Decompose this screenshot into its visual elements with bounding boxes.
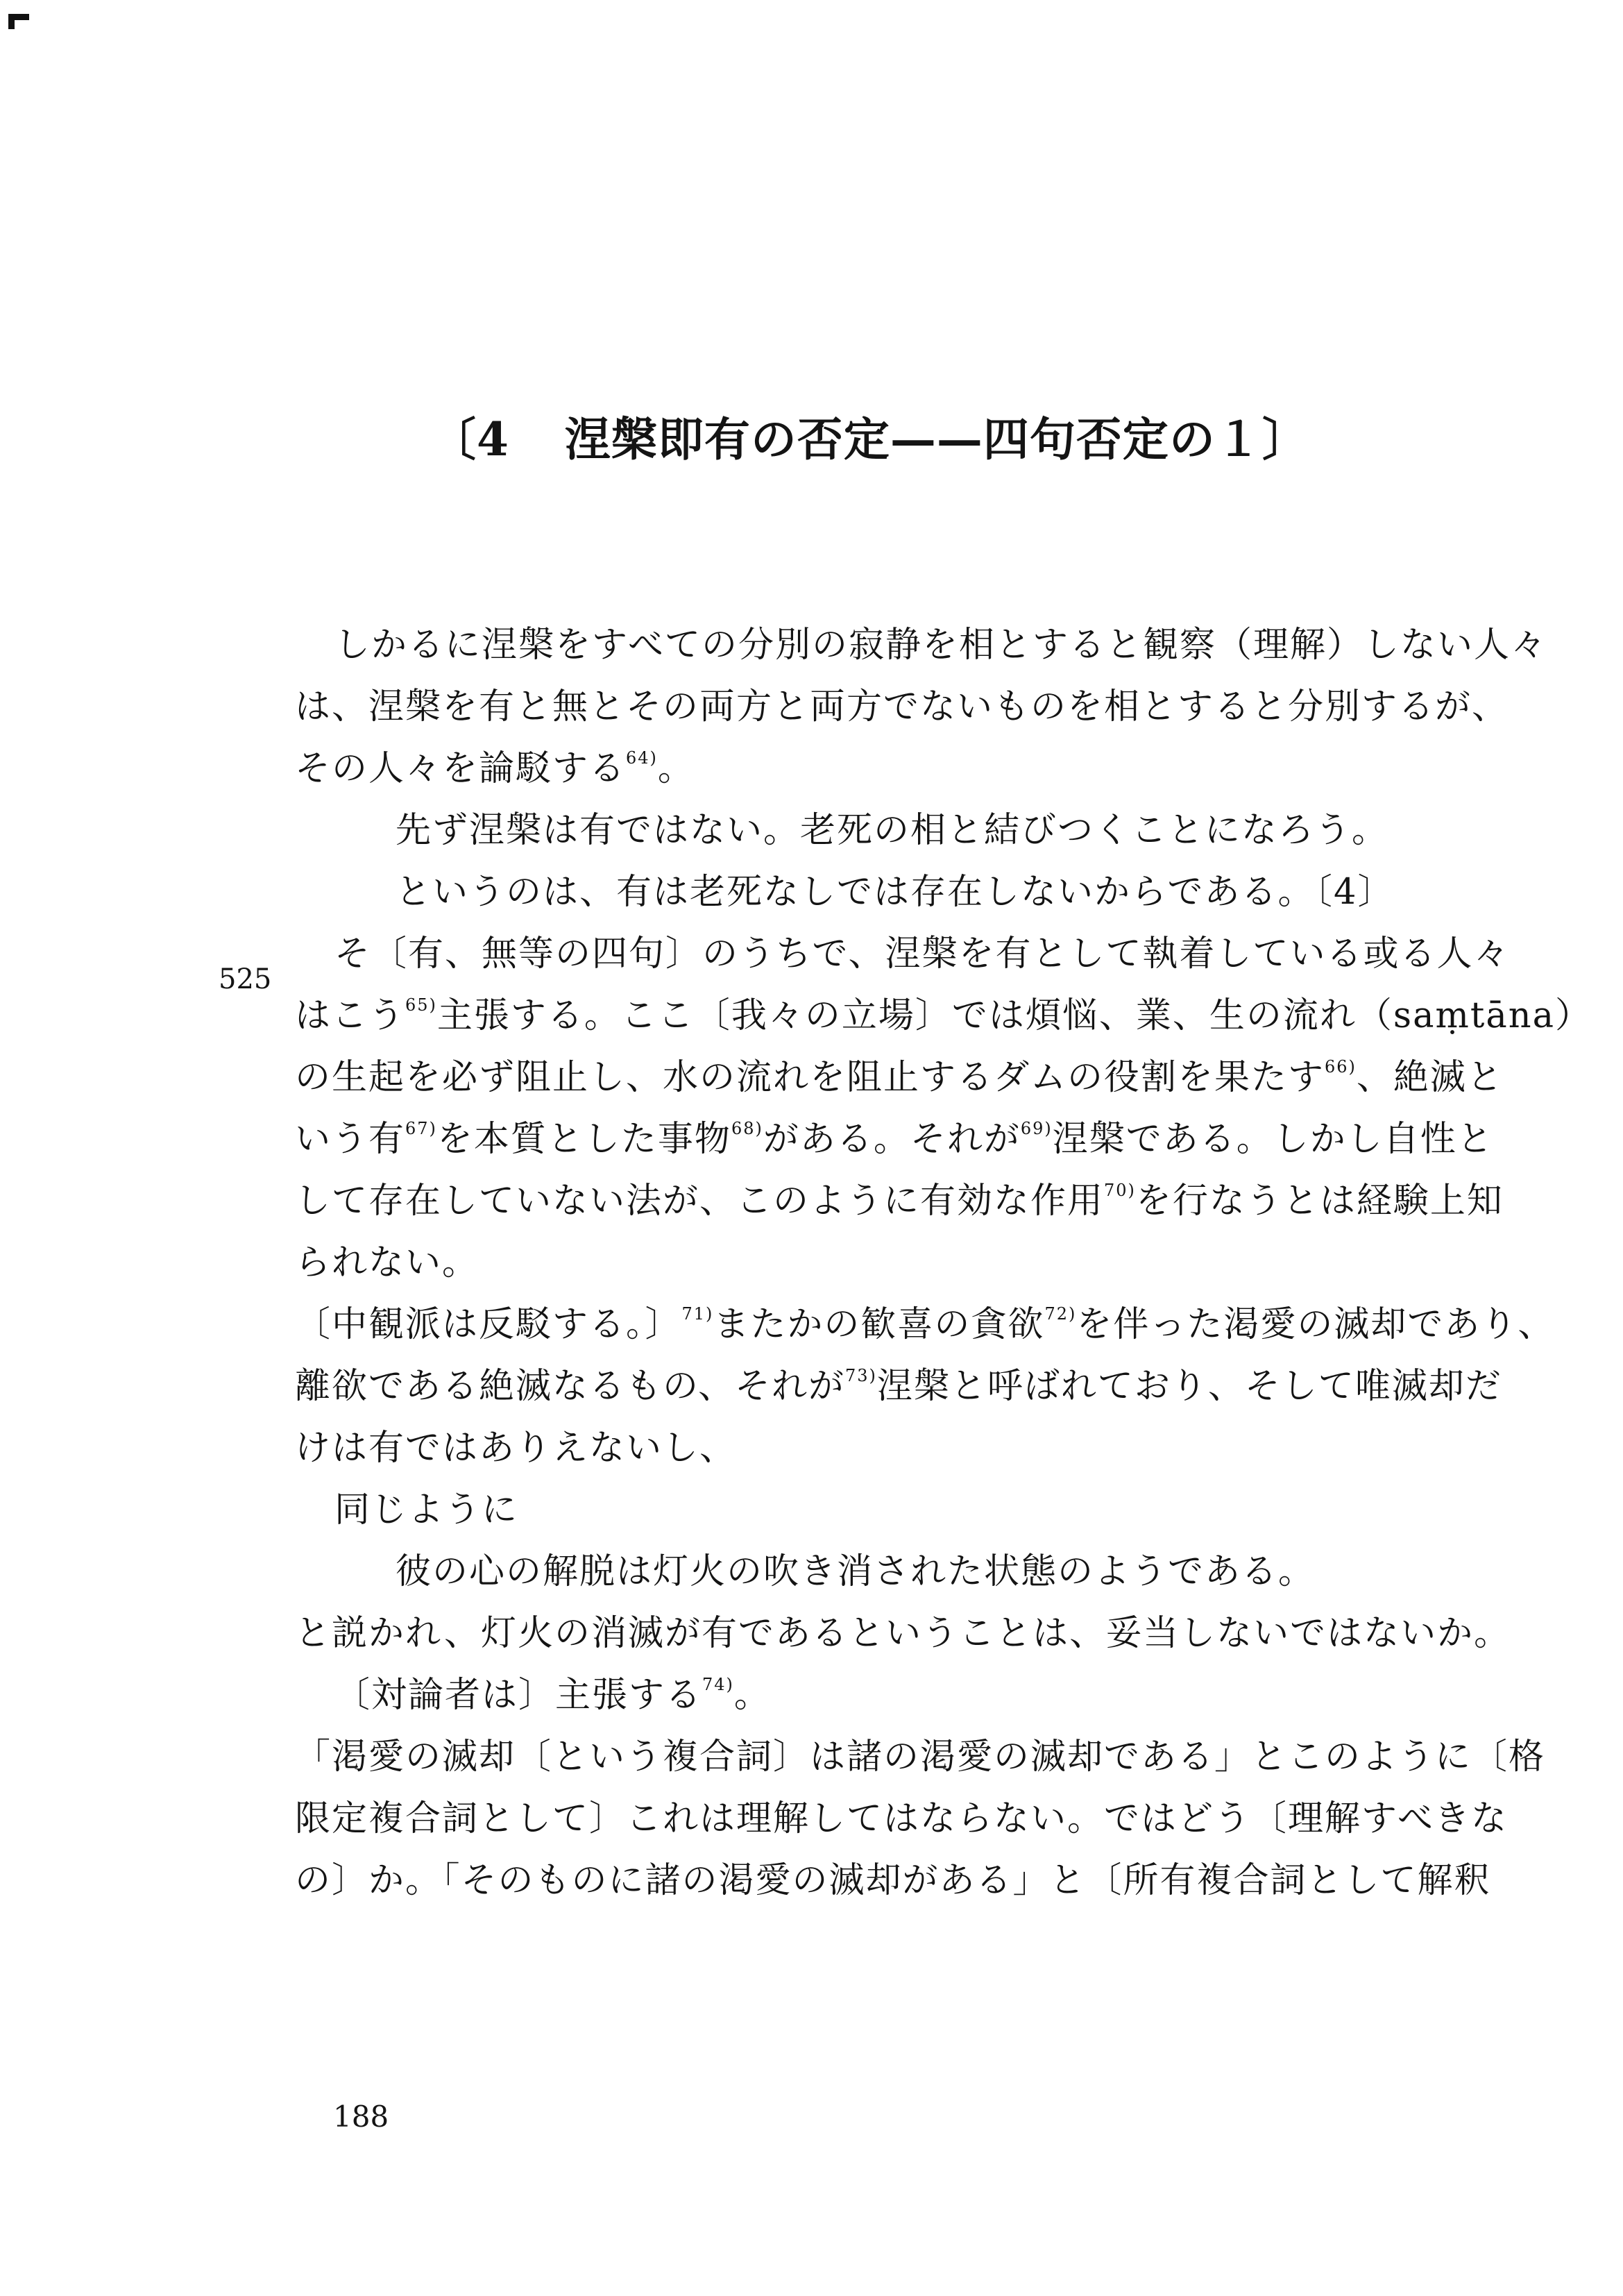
text-line: と説かれ、灯火の消滅が有であるということは、妥当しないではないか。 [295, 1613, 1511, 1654]
footnote-ref: 71) [681, 1304, 714, 1324]
verse-line: 彼の心の解脱は灯火の吹き消された状態のようである。 [396, 1551, 1316, 1592]
text-line: 離欲である絶滅なるもの、それが$^{73)}$涅槃と呼ばれており、そして唯滅却だ [295, 1366, 1502, 1407]
footnote-ref: 66) [1325, 1057, 1357, 1077]
text-line: 「渇愛の滅却〔という複合詞〕は諸の渇愛の滅却である」とこのように〔格 [295, 1737, 1546, 1778]
text-line: は、涅槃を有と無とその両方と両方でないものを相とすると分別するが、 [295, 686, 1509, 727]
footnote-ref: 72) [1044, 1304, 1077, 1324]
text-line: そ〔有、無等の四句〕のうちで、涅槃を有として執着している或る人々 [334, 934, 1511, 974]
text-line: の生起を必ず阻止し、水の流れを阻止するダムの役割を果たす$^{66)}$、絶滅と [295, 1057, 1504, 1098]
section-title [430, 403, 1402, 469]
text-line: 限定複合詞として〕これは理解してはならない。ではどう〔理解すべきな [295, 1798, 1508, 1839]
text-line: 同じように [334, 1489, 519, 1530]
text-line: 先ず涅槃は有ではない。老死の相と結びつくことになろう。 [396, 810, 1389, 851]
text-line: けは有ではありえないし、 [295, 1428, 737, 1469]
footnote-ref: 64) [626, 748, 658, 768]
text-line: の〕か。「そのものに諸の渇愛の滅却がある」と〔所有複合詞として解釈 [295, 1860, 1491, 1901]
footnote-ref: 74) [702, 1675, 734, 1694]
footnote-ref: 73) [844, 1366, 877, 1385]
footnote-ref: 70) [1104, 1181, 1136, 1200]
text-line: しかるに涅槃をすべての分別の寂静を相とすると観察（理解）しない人々 [334, 625, 1547, 666]
text-line: はこう$^{65)}$主張する。ここ〔我々の立場〕では煩悩、業、生の流れ（saṃtāna） [295, 995, 1592, 1036]
title-text: 涅槃即有の否定——四句否定の１〕 [564, 412, 1309, 466]
text-line: いう有$^{67)}$を本質とした事物$^{68)}$がある。それが$^{69)}$涅槃である。しかし自性と [295, 1119, 1494, 1160]
footnote-ref: 69) [1020, 1119, 1053, 1138]
page-number: 188 [333, 2100, 389, 2134]
title-bracket: 〔 [430, 412, 477, 466]
text-line: られない。 [295, 1242, 479, 1283]
text-line: その人々を論駁する$^{64)}$。 [295, 748, 695, 789]
title-number: 4 [477, 412, 509, 466]
text-line: 〔中観派は反駁する。〕$^{71)}$またかの歓喜の貪欲$^{72)}$を伴った渇愛の滅却であり、 [295, 1304, 1555, 1345]
text-line: 〔対論者は〕主張する$^{74)}$。 [334, 1675, 771, 1716]
footnote-ref: 67) [405, 1119, 437, 1138]
margin-line-number: 525 [219, 963, 272, 995]
scan-corner-mark [8, 14, 29, 20]
text-line: して存在していない法が、このように有効な作用$^{70)}$を行なうとは経験上知 [295, 1181, 1504, 1222]
text-line: というのは、有は老死なしでは存在しないからである。〔4〕 [396, 872, 1395, 913]
footnote-ref: 68) [731, 1119, 763, 1138]
body-text [295, 614, 1592, 1911]
footnote-ref: 65) [405, 995, 437, 1015]
